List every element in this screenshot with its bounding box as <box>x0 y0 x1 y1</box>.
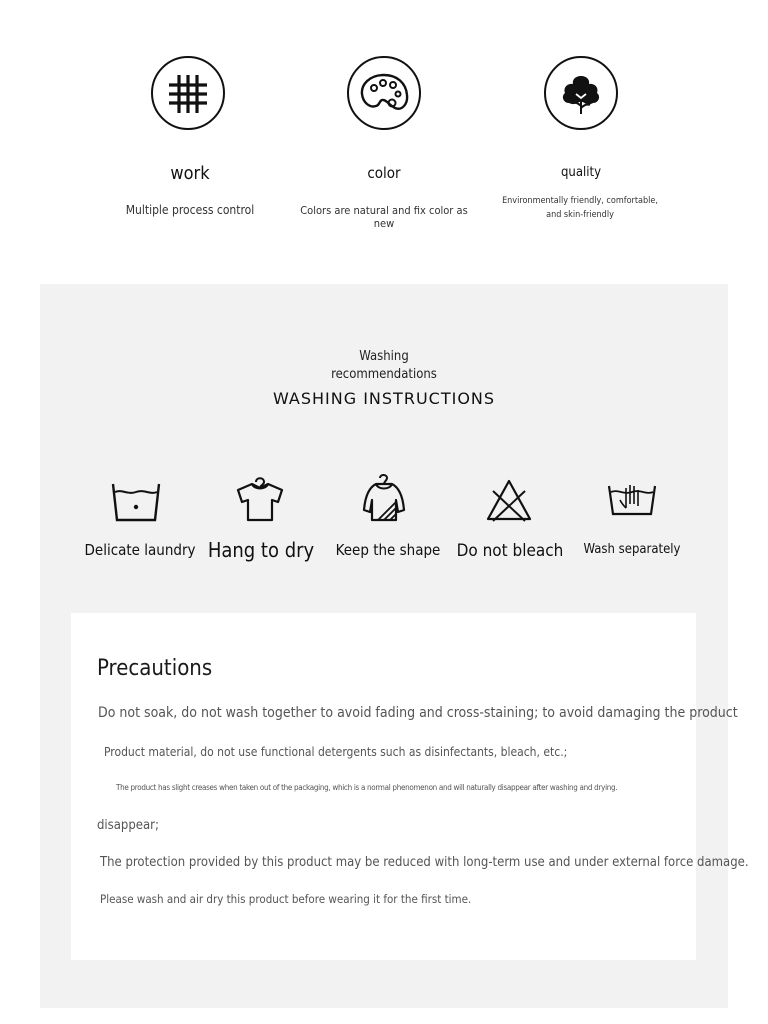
precaution-line-2: Product material, do not use functional detergents such as disinfectants, bleach, etc.; <box>104 745 568 759</box>
feature-work-badge <box>151 56 225 130</box>
wash-label-wash-separately: Wash separately <box>583 542 681 557</box>
feature-color-desc: Colors are natural and fix color as new <box>300 204 468 230</box>
wash-label-hang-dry: Hang to dry <box>207 538 315 562</box>
no-bleach-icon <box>485 477 533 523</box>
wash-label-delicate: Delicate laundry <box>84 541 196 559</box>
feature-color-badge <box>347 56 421 130</box>
precaution-line-4: disappear; <box>97 818 159 833</box>
wash-label-keep-shape: Keep the shape <box>335 541 441 559</box>
washing-heading-line2: recommendations <box>331 367 437 382</box>
wash-label-no-bleach: Do not bleach <box>456 541 564 561</box>
precaution-line-1: Do not soak, do not wash together to avoid fading and cross-staining; to avoid damaging the product <box>98 705 738 721</box>
feature-quality-badge <box>544 56 618 130</box>
cotton-plant-icon <box>546 58 616 128</box>
precaution-line-6: Please wash and air dry this product before wearing it for the first time. <box>100 892 472 906</box>
feature-color-title: color <box>367 164 401 182</box>
feature-quality-desc-line2: and skin-friendly <box>546 210 614 220</box>
feature-quality-desc-line1: Environmentally friendly, comfortable, <box>502 196 658 206</box>
delicate-wash-icon <box>110 480 162 524</box>
palette-icon <box>349 58 419 128</box>
washing-subheading: WASHING INSTRUCTIONS <box>272 389 496 408</box>
feature-work-desc: Multiple process control <box>125 203 255 217</box>
keep-shape-icon <box>360 472 408 524</box>
feature-quality-title: quality <box>560 165 601 180</box>
hand-wash-icon <box>606 480 658 518</box>
washing-heading-line1: Washing <box>359 349 409 364</box>
grid-icon <box>153 58 223 128</box>
feature-work-title: work <box>170 163 210 184</box>
hang-dry-icon <box>234 474 286 524</box>
precautions-title: Precautions <box>97 656 213 681</box>
precaution-line-3: The product has slight creases when taken out of the packaging, which is a normal phenomenon and will naturally disappear after washing and drying. <box>116 783 618 792</box>
precaution-line-5: The protection provided by this product may be reduced with long-term use and under external force damage. <box>100 855 749 870</box>
